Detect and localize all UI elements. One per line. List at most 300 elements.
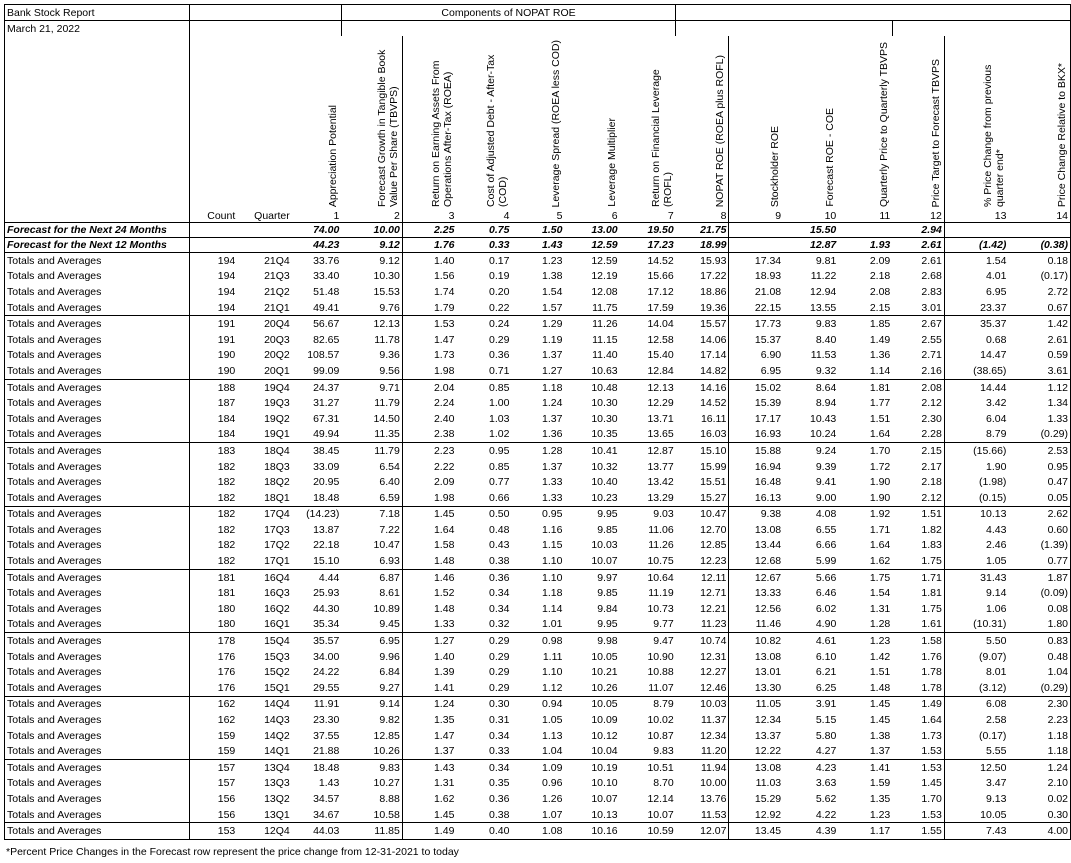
table-cell: 33.09: [313, 460, 340, 473]
row-quarter: 13Q1: [264, 808, 290, 821]
quarter-header: Quarter: [254, 210, 290, 222]
table-cell: 10.64: [620, 569, 676, 585]
table-row: [5, 443, 1071, 459]
table-cell: 51.48: [313, 285, 340, 298]
table-cell: 2.09: [838, 253, 892, 269]
table-cell: 6.84: [341, 664, 402, 680]
table-cell: 5.62: [815, 792, 837, 805]
table-cell: 1.55: [892, 823, 944, 840]
table-cell: 0.02: [1008, 791, 1070, 807]
row-count: 183: [190, 443, 237, 459]
table-cell: 10.30: [591, 412, 618, 425]
table-row: [5, 269, 1071, 285]
table-cell: (1.98): [978, 476, 1007, 489]
table-cell: 108.57: [307, 349, 340, 362]
table-cell: 1.36: [869, 349, 891, 362]
row-label: Totals and Averages: [5, 332, 190, 348]
row-count: 157: [217, 777, 236, 790]
row-quarter: 20Q3: [264, 333, 290, 346]
table-cell: 6.95: [341, 633, 402, 649]
table-cell: 1.81: [892, 585, 944, 601]
table-cell: 1.77: [869, 397, 891, 410]
forecast-row: [5, 238, 1071, 253]
table-cell: 12.11: [676, 569, 729, 585]
table-cell: 6.87: [341, 569, 402, 585]
column-header-9: [729, 36, 783, 223]
row-count: 191: [190, 316, 237, 332]
table-cell: 15.57: [676, 316, 729, 332]
table-cell: 10.26: [591, 681, 618, 694]
row-label: Totals and Averages: [5, 379, 190, 395]
table-cell: 1.39: [433, 666, 455, 679]
table-cell: 10.75: [647, 555, 674, 568]
table-cell: 2.61: [1008, 332, 1070, 348]
table-cell: 16.13: [754, 491, 782, 504]
table-cell: 13.37: [754, 729, 782, 742]
table-cell: 1.33: [433, 618, 455, 631]
row-count: 180: [217, 618, 236, 631]
table-cell: 10.35: [591, 428, 618, 441]
table-cell: 1.72: [869, 460, 891, 473]
row-count: 187: [217, 397, 236, 410]
table-cell: 0.30: [456, 696, 511, 712]
row-quarter: 18Q3: [264, 460, 290, 473]
table-cell: 16.11: [676, 411, 729, 427]
row-count: 194: [217, 270, 236, 283]
row-count: 162: [217, 714, 236, 727]
table-cell: 1.43: [402, 760, 456, 776]
table-cell: 13.08: [754, 650, 782, 663]
table-cell: 1.45: [402, 506, 456, 522]
table-cell: 0.85: [489, 460, 510, 473]
table-cell: 1.18: [1008, 743, 1070, 759]
table-cell: 12.56: [754, 602, 782, 615]
table-cell: 10.27: [341, 776, 402, 792]
column-header-label: Forecast ROE - COE: [824, 108, 837, 207]
table-cell: 49.94: [313, 428, 340, 441]
table-cell: 1.71: [892, 569, 944, 585]
table-cell: 15.93: [676, 253, 729, 269]
table-cell: 0.83: [1008, 633, 1070, 649]
table-cell: 14.16: [676, 379, 729, 395]
table-cell: 4.01: [985, 270, 1007, 283]
table-cell: 1.27: [402, 633, 456, 649]
table-cell: 11.19: [648, 587, 674, 600]
table-cell: 4.39: [783, 823, 838, 840]
table-cell: 11.85: [341, 823, 402, 840]
table-cell: 1.42: [1008, 316, 1070, 332]
table-row: [5, 633, 1071, 649]
table-cell: 17.22: [676, 269, 729, 285]
table-cell: 1.79: [433, 301, 455, 314]
table-cell: 82.65: [313, 333, 340, 346]
table-cell: 1.57: [542, 301, 563, 314]
table-cell: 10.30: [341, 269, 402, 285]
row-label: Totals and Averages: [5, 316, 190, 332]
table-cell: 10.47: [341, 538, 402, 554]
forecast-cell: 10.00: [341, 223, 402, 238]
table-cell: 0.67: [1008, 300, 1070, 316]
table-cell: 13.71: [647, 412, 674, 425]
table-cell: 15.53: [341, 284, 402, 300]
table-cell: 10.89: [341, 601, 402, 617]
table-cell: 12.22: [754, 745, 782, 758]
row-count: 159: [217, 729, 236, 742]
table-cell: 1.48: [433, 555, 455, 568]
table-cell: 9.97: [564, 569, 619, 585]
table-cell: 1.47: [433, 333, 455, 346]
row-count: 194: [190, 253, 237, 269]
table-cell: 9.47: [620, 633, 676, 649]
table-cell: 10.00: [676, 776, 729, 792]
table-cell: 4.43: [985, 523, 1007, 536]
table-cell: 6.08: [944, 696, 1008, 712]
table-cell: 44.03: [292, 823, 342, 840]
row-quarter: 15Q3: [264, 650, 290, 663]
table-cell: (0.09): [1008, 585, 1070, 601]
table-cell: 1.35: [433, 714, 455, 727]
footnote: *Percent Price Changes in the Forecast row represent the price change from 12-31-2021 to today: [6, 846, 459, 858]
table-cell: 1.34: [1008, 395, 1070, 411]
table-cell: 11.23: [676, 617, 729, 633]
table-cell: 1.51: [869, 666, 891, 679]
table-cell: 0.05: [1008, 490, 1070, 506]
table-cell: 0.29: [489, 333, 510, 346]
table-cell: 8.40: [815, 333, 837, 346]
row-count: 176: [217, 681, 236, 694]
table-row: [5, 807, 1071, 823]
row-count: 184: [217, 428, 236, 441]
table-cell: 1.64: [869, 539, 891, 552]
row-quarter: 18Q4: [237, 443, 291, 459]
row-label: Totals and Averages: [5, 253, 190, 269]
table-cell: 5.80: [815, 729, 837, 742]
table-cell: 1.54: [542, 285, 563, 298]
row-quarter: 17Q1: [264, 555, 290, 568]
table-cell: 49.41: [313, 301, 340, 314]
table-cell: 15.29: [754, 792, 782, 805]
table-row: [5, 569, 1071, 585]
table-cell: 0.95: [456, 443, 511, 459]
table-cell: 7.43: [944, 823, 1008, 840]
table-cell: (0.15): [978, 491, 1007, 504]
table-cell: 13.45: [729, 823, 783, 840]
row-quarter: 19Q1: [264, 428, 290, 441]
forecast-cell: 44.23: [292, 238, 342, 253]
table-cell: 0.20: [489, 285, 510, 298]
table-row: [5, 284, 1071, 300]
table-cell: 14.06: [676, 332, 729, 348]
table-cell: 0.38: [489, 808, 510, 821]
table-cell: 35.57: [292, 633, 342, 649]
table-row: [5, 253, 1071, 269]
column-number: 14: [1056, 210, 1068, 222]
table-cell: 9.83: [653, 745, 674, 758]
table-cell: 10.12: [591, 729, 618, 742]
table-cell: 1.62: [869, 555, 891, 568]
table-cell: 9.03: [620, 506, 676, 522]
table-cell: 2.62: [1008, 506, 1070, 522]
column-number: 9: [775, 210, 782, 222]
column-number: 13: [994, 210, 1007, 222]
table-cell: 10.90: [647, 650, 674, 663]
forecast-cell: 19.50: [620, 223, 676, 238]
table-cell: 11.15: [592, 333, 618, 346]
table-cell: 15.10: [676, 443, 729, 459]
table-cell: 1.08: [511, 823, 564, 840]
table-cell: 12.23: [676, 553, 729, 569]
table-cell: 12.27: [676, 664, 729, 680]
table-cell: 16.03: [676, 427, 729, 443]
column-header-label: Price Target to Forecast TBVPS: [929, 58, 942, 207]
column-number: 12: [930, 210, 942, 222]
table-cell: 13.87: [313, 523, 340, 536]
table-cell: 2.46: [985, 539, 1007, 552]
table-cell: 10.05: [564, 696, 619, 712]
table-cell: 1.17: [838, 823, 892, 840]
table-cell: 1.16: [542, 523, 563, 536]
table-cell: 18.93: [754, 270, 782, 283]
row-quarter: 21Q1: [264, 301, 290, 314]
table-cell: 6.55: [815, 523, 837, 536]
table-row: [5, 522, 1071, 538]
table-cell: 0.34: [489, 602, 510, 615]
table-cell: 15.27: [676, 490, 729, 506]
row-quarter: 14Q1: [264, 745, 290, 758]
table-cell: 1.54: [869, 587, 891, 600]
table-cell: 1.90: [985, 460, 1007, 473]
table-cell: 7.22: [341, 522, 402, 538]
table-cell: 2.61: [892, 253, 944, 269]
table-cell: 12.07: [676, 823, 729, 840]
table-cell: 15.88: [729, 443, 783, 459]
table-cell: 1.14: [542, 602, 563, 615]
table-cell: 11.53: [810, 349, 837, 362]
table-cell: 6.90: [760, 349, 782, 362]
row-count: 181: [217, 587, 236, 600]
table-cell: 13.55: [810, 301, 837, 314]
table-cell: 1.61: [892, 617, 944, 633]
table-row: [5, 664, 1071, 680]
row-count: 162: [190, 696, 237, 712]
row-quarter: 19Q3: [264, 397, 290, 410]
forecast-cell: 2.94: [892, 223, 944, 238]
table-cell: 1.64: [433, 523, 455, 536]
table-cell: 1.56: [433, 270, 455, 283]
table-cell: 9.96: [341, 649, 402, 665]
column-header-label: Leverage Spread (ROEA less COD): [550, 39, 563, 207]
table-cell: 11.75: [592, 301, 618, 314]
row-label: Totals and Averages: [5, 760, 190, 776]
table-cell: 2.72: [1008, 284, 1070, 300]
table-cell: 1.04: [542, 745, 563, 758]
table-cell: 12.71: [676, 585, 729, 601]
column-header-2: [341, 36, 402, 223]
forecast-cell: 1.93: [838, 238, 892, 253]
table-cell: 11.53: [676, 807, 729, 823]
table-cell: 13.01: [754, 666, 782, 679]
table-cell: 23.37: [980, 301, 1007, 314]
table-row: [5, 332, 1071, 348]
table-cell: 1.05: [542, 714, 563, 727]
column-header-label: Appreciation Potential: [327, 104, 340, 207]
row-label: Totals and Averages: [5, 395, 190, 411]
table-cell: 10.48: [564, 379, 619, 395]
table-cell: 15.02: [729, 379, 783, 395]
table-cell: 10.51: [620, 760, 676, 776]
row-quarter: 17Q3: [264, 523, 290, 536]
row-count: 182: [217, 491, 236, 504]
table-cell: 10.05: [980, 808, 1007, 821]
table-cell: 1.11: [542, 650, 563, 663]
table-cell: 1.23: [869, 808, 891, 821]
table-cell: 1.75: [892, 601, 944, 617]
table-cell: 12.85: [676, 538, 729, 554]
table-cell: 1.73: [892, 728, 944, 744]
column-header-label: Leverage Multiplier: [605, 118, 618, 207]
column-header-label: Cost of Adjusted Debt - After-Tax (COD): [485, 54, 510, 207]
table-cell: 13.76: [676, 791, 729, 807]
column-header-8: [676, 36, 729, 223]
table-cell: 37.55: [313, 729, 340, 742]
column-number: 10: [824, 210, 837, 222]
report-title: Bank Stock Report: [5, 5, 190, 21]
table-cell: 10.16: [564, 823, 619, 840]
table-cell: 1.02: [489, 428, 510, 441]
table-cell: 8.01: [985, 666, 1007, 679]
table-cell: 11.03: [755, 777, 782, 790]
table-cell: 2.38: [433, 428, 455, 441]
table-cell: 7.18: [341, 506, 402, 522]
table-cell: 99.09: [313, 364, 340, 377]
table-cell: (3.12): [978, 681, 1007, 694]
table-cell: 10.03: [676, 696, 729, 712]
table-cell: 5.99: [815, 555, 837, 568]
row-label: Totals and Averages: [5, 728, 190, 744]
row-quarter: 14Q3: [264, 714, 290, 727]
row-quarter: 17Q4: [237, 506, 291, 522]
table-cell: 1.24: [542, 397, 563, 410]
table-cell: 1.45: [892, 776, 944, 792]
table-cell: 10.13: [944, 506, 1008, 522]
table-cell: 1.70: [838, 443, 892, 459]
table-cell: 6.25: [815, 681, 837, 694]
table-cell: 11.05: [729, 696, 783, 712]
table-cell: 12.08: [591, 285, 618, 298]
table-cell: 4.90: [815, 618, 837, 631]
table-cell: 9.85: [597, 523, 618, 536]
row-quarter: 21Q3: [264, 270, 290, 283]
column-header-6: [564, 36, 619, 223]
table-cell: 9.95: [564, 506, 619, 522]
table-row: [5, 696, 1071, 712]
table-cell: 13.29: [647, 491, 674, 504]
table-cell: 2.68: [892, 269, 944, 285]
table-cell: 6.46: [815, 587, 837, 600]
table-cell: 2.30: [1008, 696, 1070, 712]
table-row: [5, 760, 1071, 776]
forecast-cell: 21.75: [676, 223, 729, 238]
row-count: 184: [217, 412, 236, 425]
table-cell: 9.85: [597, 587, 618, 600]
table-cell: 1.58: [433, 539, 455, 552]
table-cell: 12.34: [676, 728, 729, 744]
row-quarter: 17Q2: [264, 539, 290, 552]
table-cell: 1.82: [892, 522, 944, 538]
table-cell: 11.91: [292, 696, 342, 712]
table-cell: 3.91: [783, 696, 838, 712]
row-quarter: 16Q2: [264, 602, 290, 615]
row-label: Totals and Averages: [5, 649, 190, 665]
table-cell: 4.23: [783, 760, 838, 776]
table-cell: 10.03: [591, 539, 618, 552]
table-cell: 12.59: [564, 253, 619, 269]
table-cell: 33.40: [313, 270, 340, 283]
row-count: 176: [217, 650, 236, 663]
row-quarter: 21Q2: [264, 285, 290, 298]
table-cell: 16.48: [754, 476, 782, 489]
table-cell: 1.18: [511, 379, 564, 395]
table-cell: 1.04: [1008, 664, 1070, 680]
table-cell: 9.39: [815, 460, 837, 473]
table-cell: 0.29: [489, 666, 510, 679]
column-header-7: [620, 36, 676, 223]
table-cell: 1.43: [318, 777, 340, 790]
table-cell: 1.23: [838, 633, 892, 649]
forecast-cell: 9.12: [341, 238, 402, 253]
table-cell: 10.73: [647, 602, 674, 615]
table-cell: 1.87: [1008, 569, 1070, 585]
table-cell: 9.71: [341, 379, 402, 395]
row-quarter: 13Q4: [237, 760, 291, 776]
table-row: [5, 363, 1071, 379]
table-cell: 1.64: [869, 428, 891, 441]
table-cell: 12.34: [754, 714, 782, 727]
report-date: March 21, 2022: [5, 21, 190, 37]
table-cell: 12.85: [341, 728, 402, 744]
table-cell: 2.08: [892, 379, 944, 395]
bank-stock-table: [4, 4, 1071, 840]
table-cell: 1.81: [838, 379, 892, 395]
table-cell: 0.24: [456, 316, 511, 332]
table-cell: 10.07: [591, 792, 618, 805]
table-cell: 34.67: [313, 808, 340, 821]
table-cell: 0.50: [456, 506, 511, 522]
table-cell: 1.58: [892, 633, 944, 649]
table-cell: 9.13: [985, 792, 1007, 805]
table-cell: 8.79: [985, 428, 1007, 441]
row-count: 182: [190, 506, 237, 522]
row-label: Totals and Averages: [5, 807, 190, 823]
forecast-cell: [838, 223, 892, 238]
table-cell: 1.28: [511, 443, 564, 459]
table-cell: 5.50: [944, 633, 1008, 649]
table-cell: 9.27: [341, 680, 402, 696]
table-cell: 1.75: [892, 553, 944, 569]
table-cell: 17.73: [729, 316, 783, 332]
table-cell: 10.41: [564, 443, 619, 459]
table-cell: 15.10: [313, 555, 340, 568]
table-cell: 1.90: [869, 476, 891, 489]
table-cell: 6.21: [815, 666, 837, 679]
table-cell: 1.05: [985, 555, 1007, 568]
table-cell: 1.78: [892, 680, 944, 696]
row-count: 182: [217, 555, 236, 568]
table-cell: 15.66: [647, 270, 674, 283]
table-cell: 14.52: [620, 253, 676, 269]
table-cell: 1.00: [489, 397, 510, 410]
table-cell: 4.61: [783, 633, 838, 649]
